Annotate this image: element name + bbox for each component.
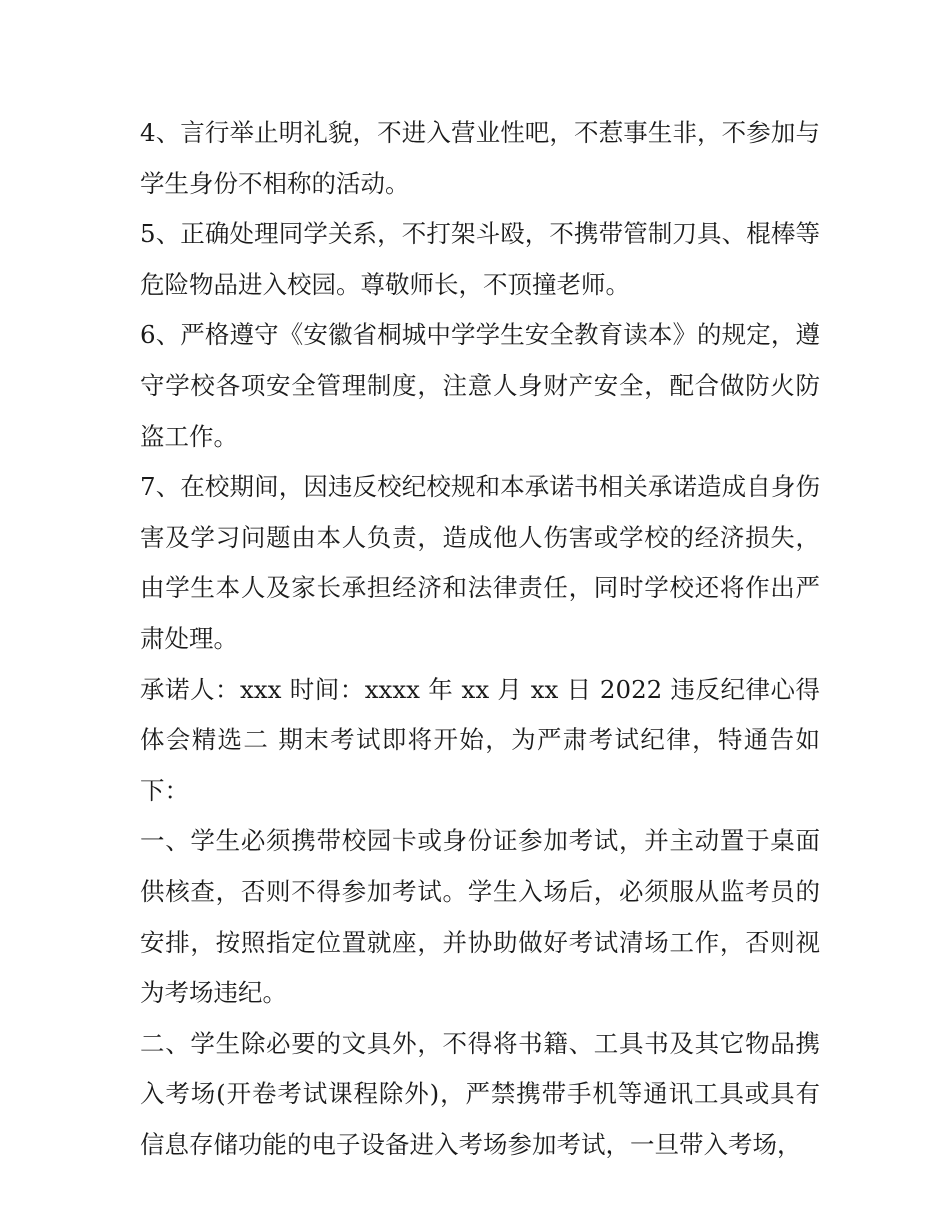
paragraph-item-5: 5、正确处理同学关系，不打架斗殴，不携带管制刀具、棍棒等危险物品进入校园。尊敬师长，不顶撞老师。 <box>140 219 820 299</box>
paragraph-rule-2: 二、学生除必要的文具外，不得将书籍、工具书及其它物品携入考场(开卷考试课程除外)，严禁携带手机等通讯工具或具有信息存储功能的电子设备进入考场参加考试，一旦带入考场， <box>140 1028 820 1159</box>
paragraph-signature-and-notice: 承诺人：xxx 时间：xxxx 年 xx 月 xx 日 2022 违反纪律心得体会精选二 期末考试即将开始，为严肃考试纪律，特通告如下： <box>140 674 820 805</box>
paragraph-item-7: 7、在校期间，因违反校纪校规和本承诺书相关承诺造成自身伤害及学习问题由本人负责，造成他人伤害或学校的经济损失，由学生本人及家长承担经济和法律责任，同时学校还将作出严肃处理。 <box>140 472 820 653</box>
paragraph-rule-1: 一、学生必须携带校园卡或身份证参加考试，并主动置于桌面供核查，否则不得参加考试。学生入场后，必须服从监考员的安排，按照指定位置就座，并协助做好考试清场工作，否则视为考场违纪。 <box>140 826 820 1008</box>
paragraph-item-4: 4、言行举止明礼貌，不进入营业性吧，不惹事生非，不参加与学生身份不相称的活动。 <box>140 118 820 198</box>
paragraph-item-6: 6、严格遵守《安徽省桐城中学学生安全教育读本》的规定，遵守学校各项安全管理制度，注意人身财产安全，配合做防火防盗工作。 <box>140 320 820 451</box>
document-body <box>140 108 820 1170</box>
